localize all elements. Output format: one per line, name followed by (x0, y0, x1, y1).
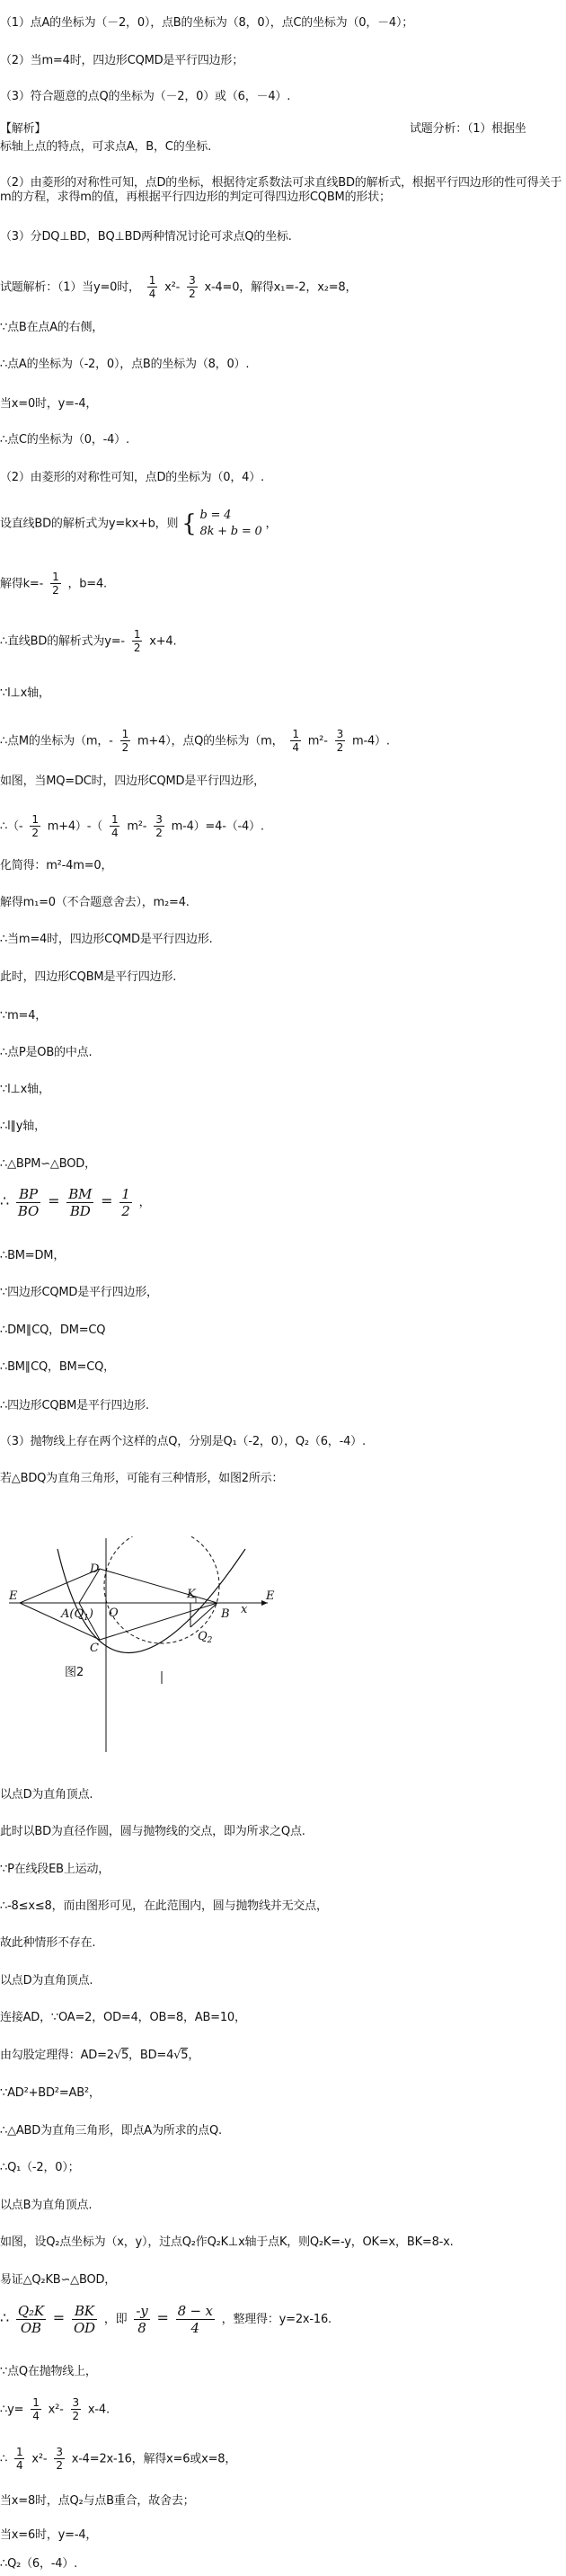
label-E-right: E (266, 1589, 275, 1603)
case-line-13: 如图，设Q₂点坐标为（x，y），过点Q₂作Q₂K⊥x轴于点K，则Q₂K=-y，OK=x，BK=8-x. (0, 2235, 454, 2249)
case-line-2: 此时以BD为直径作圆，圆与抛物线的交点，即为所求之Q点. (0, 1825, 305, 1838)
text: ，整理得：y=2x-16. (221, 2313, 332, 2326)
rhombus (20, 1569, 217, 1640)
solution-line-30: 若△BDQ为直角三角形，可能有三种情形，如图2所示： (0, 1472, 284, 1485)
answer-3: （3）符合题意的点Q的坐标为（－2，0）或（6，－4）. (0, 90, 291, 103)
case-line-21: ∴Q₂（6，-4）. (0, 2557, 78, 2571)
solution-line-20: ∵l⊥x轴， (0, 1083, 50, 1096)
text: m+4），点Q的坐标为（m， (137, 734, 284, 748)
text: 试题解析：（1）当y=0时， (0, 280, 140, 295)
dashed-circle (104, 1536, 219, 1643)
case-line-8 (0, 2049, 199, 2063)
fraction: $\frac{3}{2}$ (155, 813, 163, 840)
solution-line-7 (0, 508, 277, 540)
solution-line-15: 解得m₁=0（不合题意舍去），m₂=4. (0, 896, 190, 909)
solution-line-18: ∵m=4， (0, 1009, 48, 1022)
case-line-11: ∴Q₁（-2，0）； (0, 2161, 80, 2174)
text: ∴ (0, 2452, 8, 2466)
solution-line-23 (0, 1186, 150, 1219)
solution-line-24: ∴BM=DM， (0, 1249, 66, 1262)
case-line-10: ∴△ABD为直角三角形，即点A为所求的点Q. (0, 2124, 222, 2138)
text: ∴y= (0, 2403, 24, 2417)
text: = (156, 2309, 169, 2326)
solution-line-13 (0, 813, 264, 840)
solution-line-28: ∴四边形CQBM是平行四边形. (0, 1399, 149, 1412)
solution-line-14: 化简得：m²-4m=0， (0, 859, 113, 872)
solution-line-22: ∴△BPM∽△BOD， (0, 1157, 96, 1171)
text: x-4=2x-16，解得x=6或x=8， (71, 2452, 237, 2466)
fraction: $\frac{3}{2}$ (336, 728, 344, 755)
text: m²- (307, 734, 328, 748)
text: x-4=0，解得x₁=-2，x₂=8， (204, 280, 358, 295)
case-line-4: ∴-8≤x≤8，而由图形可见，在此范围内，圆与抛物线并无交点， (0, 1899, 328, 1913)
fraction: $\frac{1}{2}$ (31, 813, 39, 840)
segment-BQ2 (190, 1603, 217, 1627)
case-line-3: ∵P在线段EB上运动， (0, 1863, 111, 1876)
solution-line-19: ∴点P是OB的中点. (0, 1046, 93, 1059)
text: ， (265, 517, 278, 531)
solution-line-6: （2）由菱形的对称性可知，点D的坐标为（0，4）. (0, 471, 264, 484)
label-C: C (90, 1642, 99, 1655)
fraction: $\frac{1}{4}$ (111, 813, 119, 840)
text: ， (138, 1196, 151, 1209)
label-E: E (9, 1589, 18, 1603)
solution-line-21: ∴l∥y轴， (0, 1120, 46, 1133)
case-line-1: 以点D为直角顶点. (0, 1788, 93, 1801)
solution-line-9 (0, 628, 176, 655)
fraction: $\frac{-y}{8}$ (136, 2303, 148, 2336)
text: x²- (48, 2403, 64, 2417)
solution-line-17: 此时，四边形CQBM是平行四边形. (0, 970, 177, 984)
text: m+4）-（ (47, 819, 103, 834)
text: ∴点M的坐标为（m，- (0, 734, 113, 748)
case-line-14: 易证△Q₂KB∽△BOD， (0, 2273, 117, 2287)
case-line-12: 以点B为直角顶点. (0, 2199, 93, 2212)
text: ，BD=4 (128, 2049, 174, 2062)
fraction: $\frac{3}{2}$ (189, 274, 196, 301)
solution-line-1 (0, 274, 357, 301)
fraction: $\frac{\text{Q₂K}}{OB}$ (17, 2303, 44, 2336)
case-line-15 (0, 2303, 332, 2336)
text: = (48, 1192, 60, 1209)
case-line-18 (0, 2446, 236, 2473)
solution-line-11 (0, 728, 390, 755)
sqrt: √5 (173, 2049, 189, 2062)
fraction: $\frac{1}{4}$ (16, 2446, 23, 2473)
case-line-19: 当x=8时，点Q₂与点B重合，故舍去； (0, 2494, 195, 2508)
case-line-5: 故此种情形不存在. (0, 1936, 96, 1950)
answer-1: （1）点A的坐标为（－2，0），点B的坐标为（8，0），点C的坐标为（0，－4）； (0, 16, 414, 30)
label-D: D (90, 1562, 100, 1576)
figure-2 (7, 1536, 277, 1761)
solution-line-29: （3）抛物线上存在两个这样的点Q，分别是Q₁（-2，0），Q₂（6，-4）. (0, 1435, 366, 1448)
label-B: B (221, 1607, 230, 1621)
text: m²- (127, 819, 147, 834)
fraction: $\frac{1}{2}$ (121, 728, 129, 755)
brace: { (181, 510, 197, 538)
fraction: $\frac{1}{2}$ (52, 571, 59, 598)
text: x²- (31, 2452, 48, 2466)
label-O: O (109, 1607, 119, 1620)
fraction: $\frac{3}{2}$ (72, 2396, 79, 2423)
text: ， (188, 2049, 200, 2062)
text: 解得k=- (0, 577, 44, 591)
solution-line-16: ∴当m=4时，四边形CQMD是平行四边形. (0, 933, 213, 946)
fraction: $\frac{BM}{BD}$ (68, 1186, 93, 1219)
fraction: $\frac{1}{4}$ (292, 728, 299, 755)
analysis-label: 【解析】 (0, 122, 47, 136)
label-x: x (241, 1603, 248, 1616)
text: ∴ (0, 1192, 9, 1209)
solution-line-25: ∵四边形CQMD是平行四边形， (0, 1286, 158, 1299)
text: x+4. (149, 634, 177, 649)
label-A-Q1: $A(Q_1)$ (61, 1607, 93, 1623)
analysis-intro: 试题分析：（1）根据坐 (410, 122, 526, 136)
text: = (101, 1192, 113, 1209)
analysis-part2: （2）由菱形的对称性可知，点D的坐标，根据待定系数法可求直线BD的解析式，根据平行四边形的性可得关于m的方程，求得m的值，再根据平行四边形的判定可得四边形CQBM的形状； (0, 176, 562, 204)
fraction: $\frac{BP}{BO}$ (17, 1186, 40, 1219)
solution-line-4: 当x=0时，y=-4， (0, 397, 98, 411)
text: 设直线BD的解析式为y=kx+b，则 (0, 517, 179, 531)
case-line-9: ∵AD²+BD²=AB²， (0, 2086, 101, 2100)
answer-2: （2）当m=4时，四边形CQMD是平行四边形； (0, 54, 244, 67)
fraction: $\frac{1}{4}$ (32, 2396, 40, 2423)
text: m-4）=4-（-4）. (171, 819, 264, 834)
text: ，b=4. (67, 577, 107, 591)
analysis-intro-cont: 标轴上点的特点，可求点A，B，C的坐标. (0, 140, 212, 154)
solution-line-10: ∵l⊥x轴， (0, 686, 50, 700)
text: ∴ (0, 2309, 9, 2326)
case-line-7: 连接AD，∵OA=2，OD=4，OB=8，AB=10， (0, 2011, 246, 2024)
solution-line-8 (0, 571, 107, 598)
solution-line-27: ∴BM∥CQ，BM=CQ， (0, 1360, 115, 1374)
equation-system: b = 4 8k + b = 0 (199, 509, 262, 539)
figure-caption: 图2 (65, 1666, 84, 1679)
fraction: $\frac{BK}{OD}$ (73, 2303, 95, 2336)
case-line-6: 以点D为直角顶点. (0, 1974, 93, 1987)
sqrt: √5 (113, 2049, 129, 2062)
text: ，即 (103, 2313, 128, 2326)
text: x²- (164, 280, 181, 295)
text: = (52, 2309, 65, 2326)
text: ∴（- (0, 819, 23, 834)
text: m-4）. (352, 734, 390, 748)
text: x-4. (87, 2403, 110, 2417)
solution-line-12: 如图，当MQ=DC时，四边形CQMD是平行四边形， (0, 775, 265, 788)
case-line-20: 当x=6时，y=-4， (0, 2528, 98, 2542)
solution-line-3: ∴点A的坐标为（-2，0），点B的坐标为（8，0）. (0, 358, 250, 371)
fraction: $\frac{3}{2}$ (56, 2446, 63, 2473)
case-line-17 (0, 2396, 110, 2423)
text: 由勾股定理得：AD=2 (0, 2049, 114, 2062)
label-K: K (187, 1588, 196, 1601)
fraction: $\frac{1}{2}$ (121, 1186, 130, 1219)
case-line-16: ∵点Q在抛物线上， (0, 2365, 97, 2378)
analysis-part3: （3）分DQ⊥BD，BQ⊥BD两种情况讨论可求点Q的坐标. (0, 230, 292, 243)
fraction: $\frac{1}{4}$ (148, 274, 156, 301)
label-Q2: $Q_2$ (198, 1630, 213, 1645)
fraction: $\frac{1}{2}$ (133, 628, 141, 655)
text: ∴直线BD的解析式为y=- (0, 634, 125, 649)
solution-line-26: ∴DM∥CQ，DM=CQ (0, 1323, 106, 1337)
solution-line-5: ∴点C的坐标为（0，-4）. (0, 433, 129, 447)
fraction: $\frac{8 - x}{4}$ (177, 2303, 213, 2336)
solution-line-2: ∵点B在点A的右侧， (0, 321, 104, 334)
